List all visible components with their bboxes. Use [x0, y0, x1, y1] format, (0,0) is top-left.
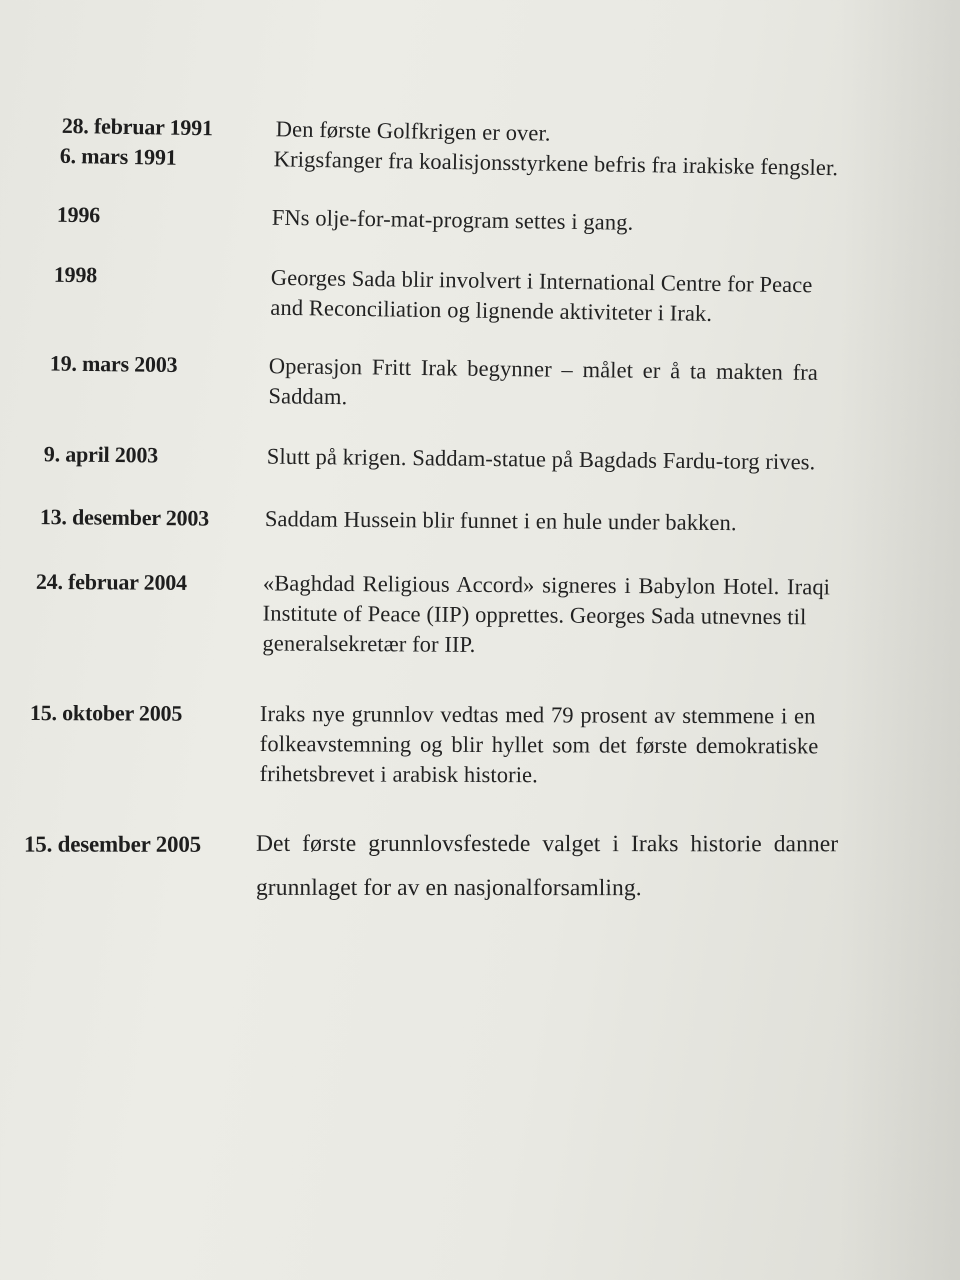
timeline-entry	[56, 200, 957, 235]
entry-date: 15. oktober 2005	[29, 700, 183, 726]
description-line: Institute of Peace (IIP) opprettes. Georges Sada utnevnes til	[262, 600, 807, 630]
entry-date: 19. mars 2003	[49, 350, 178, 378]
page-edge-shadow	[840, 0, 960, 1280]
entry-description	[276, 114, 551, 148]
timeline-entry	[39, 502, 940, 536]
description-line: folkeavstemning og blir hyllet som det første demokratiske	[259, 731, 819, 759]
timeline-entry	[23, 830, 924, 902]
entry-description	[268, 351, 818, 418]
entry-description	[270, 263, 868, 331]
description-line: Iraks nye grunnlov vedtas med 79 prosent av stemmene i en	[259, 701, 816, 729]
entry-date: 13. desember 2003	[39, 504, 210, 531]
entry-date: 15. desember 2005	[23, 831, 201, 857]
description-line: generalsekretær for IIP.	[262, 630, 476, 657]
timeline-entry	[53, 260, 954, 326]
description-line: Det første grunnlovsfestede valget i Iraks historie danner	[255, 830, 839, 858]
entry-description	[265, 504, 737, 538]
entry-date: 6. mars 1991	[59, 142, 177, 170]
description-line: Krigsfanger fra koalisjonsstyrkene befris fra irakiske fengsler.	[273, 146, 839, 181]
entry-date: 28. februar 1991	[61, 112, 214, 141]
entry-description	[272, 203, 634, 238]
timeline-entry	[35, 567, 936, 657]
description-line: FNs olje-for-mat-program settes i gang.	[271, 204, 634, 235]
entry-description	[262, 568, 830, 662]
timeline-entry	[43, 439, 944, 475]
entry-date: 24. februar 2004	[35, 568, 187, 595]
description-line: Operasjon Fritt Irak begynner – målet er å ta makten fra	[268, 353, 819, 385]
timeline-entry	[29, 698, 930, 788]
entry-description	[256, 822, 838, 911]
description-line: Slutt på krigen. Saddam-statue på Bagdads Fardu-torg rives.	[266, 443, 816, 475]
description-line: and Reconciliation og lignende aktiviteter i Irak.	[270, 294, 713, 326]
description-line: Den første Golfkrigen er over.	[275, 116, 551, 146]
description-line: grunnlaget for av en nasjonalforsamling.	[255, 874, 642, 902]
timeline-entry	[49, 349, 950, 410]
entry-date: 1996	[56, 201, 101, 228]
entry-description	[274, 144, 839, 183]
description-line: Saddam.	[268, 383, 348, 410]
description-line: «Baghdad Religious Accord» signeres i Babylon Hotel. Iraqi	[262, 570, 831, 600]
description-line: Saddam Hussein blir funnet i en hule under bakken.	[264, 506, 737, 536]
description-line: Georges Sada blir involvert i International Centre for Peace	[270, 264, 813, 298]
entry-date: 1998	[53, 261, 98, 288]
description-line: frihetsbrevet i arabisk historie.	[259, 761, 538, 788]
timeline-entry	[61, 111, 960, 146]
entry-description	[267, 442, 816, 478]
entry-date: 9. april 2003	[43, 441, 159, 468]
entry-description	[260, 699, 819, 791]
